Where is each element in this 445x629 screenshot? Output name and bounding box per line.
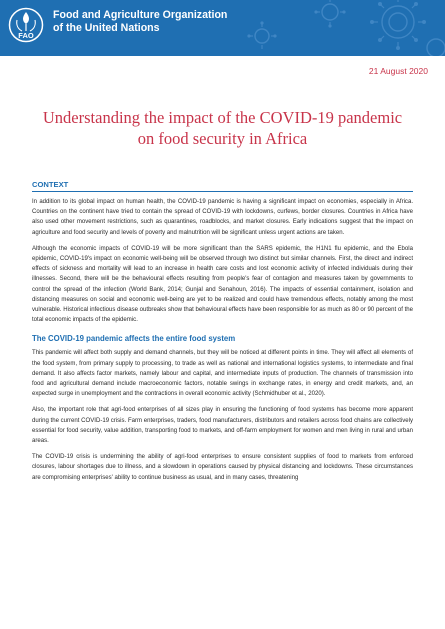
paragraph: This pandemic will affect both supply and demand channels, but they will be noticed at different points in time. They will affect all elements of the food system, from primary supply to processing, to trade as well as national and international logistics systems, to intermediate and final demand. It also affects factor markets, namely labour and capital, and intermediate inputs of production. The channels of transmission into food and agricultural demand include macroeconomic factors, notable swings in exchange rates, in energy and credit markets, and, an expected surge in unemployment and the contractions in overall economic activity (Schmidhuber et al., 2020). xyxy=(32,350,413,398)
org-name: Food and Agriculture Organization of the United Nations xyxy=(53,9,228,34)
main-content xyxy=(32,180,413,489)
fao-logo-icon xyxy=(8,7,44,43)
paragraph: In addition to its global impact on human health, the COVID-19 pandemic is having a significant impact on economies, especially in Africa. Countries on the continent have tried to contain the spread of COVID-19 with lockdowns, curfews, border closures. Countries in Africa have also used other movement restrictions, such as quarantines, roadblocks, and market closures. Early indications suggest that the impact on agriculture and food security and levels of poverty and malnutrition will be significant unless urgent actions are taken. xyxy=(32,199,413,236)
paragraph: Although the economic impacts of COVID-19 will be more significant than the SARS epidemic, the H1N1 flu epidemic, and the Ebola epidemic, COVID-19's impact on economic well-being will be observed through two distinct but similar channels. First, the direct and indirect effects of sickness and mortality will lead to an increase in health care costs and lost economic activity of infected individuals during their illnesses. Second, there will be the behavioural effects resulting from people's fear of contagion and measures taken by governments to control the spread of the infection (World Bank, 2014; Gunjal and Senahoun, 2016). The impacts of essential containment, isolation and distancing measures on social and economic well-being are yet to be realized and could have tremendous effects, notably among the most vulnerable. Historical infectious disease outbreaks show that behavioural effects have been responsible for as much as 80 or 90 percent of the total economic impacts of the epidemic. xyxy=(32,245,413,324)
header-band xyxy=(0,0,445,56)
section-divider xyxy=(32,191,413,192)
paragraph: The COVID-19 crisis is undermining the ability of agri-food enterprises to ensure consistent supplies of food to markets from enforced closures, labour shortages due to illness, and a slowdown in operations caused by physical distancing and lockdowns. These circumstances are compromising enterprises' ability to continue business as usual, and in many cases, threatening xyxy=(32,454,413,481)
document-title: Understanding the impact of the COVID-19 pandemic on food security in Africa xyxy=(42,108,403,148)
paragraph: Also, the important role that agri-food enterprises of all sizes play in ensuring the functioning of food systems has become more apparent during the current COVID-19 crisis. Farm enterprises, traders, food manufacturers, distributors and retailers across food chains are collectively essential for food security, value addition, transporting food to markets, and off-farm employment for women and men living in rural and urban areas. xyxy=(32,407,413,445)
section-heading-food-system: The COVID-19 pandemic affects the entire food system xyxy=(32,334,236,344)
section-heading-context: CONTEXT xyxy=(32,180,69,189)
publication-date: 21 August 2020 xyxy=(368,66,428,76)
logo-text: FAO xyxy=(18,31,34,40)
